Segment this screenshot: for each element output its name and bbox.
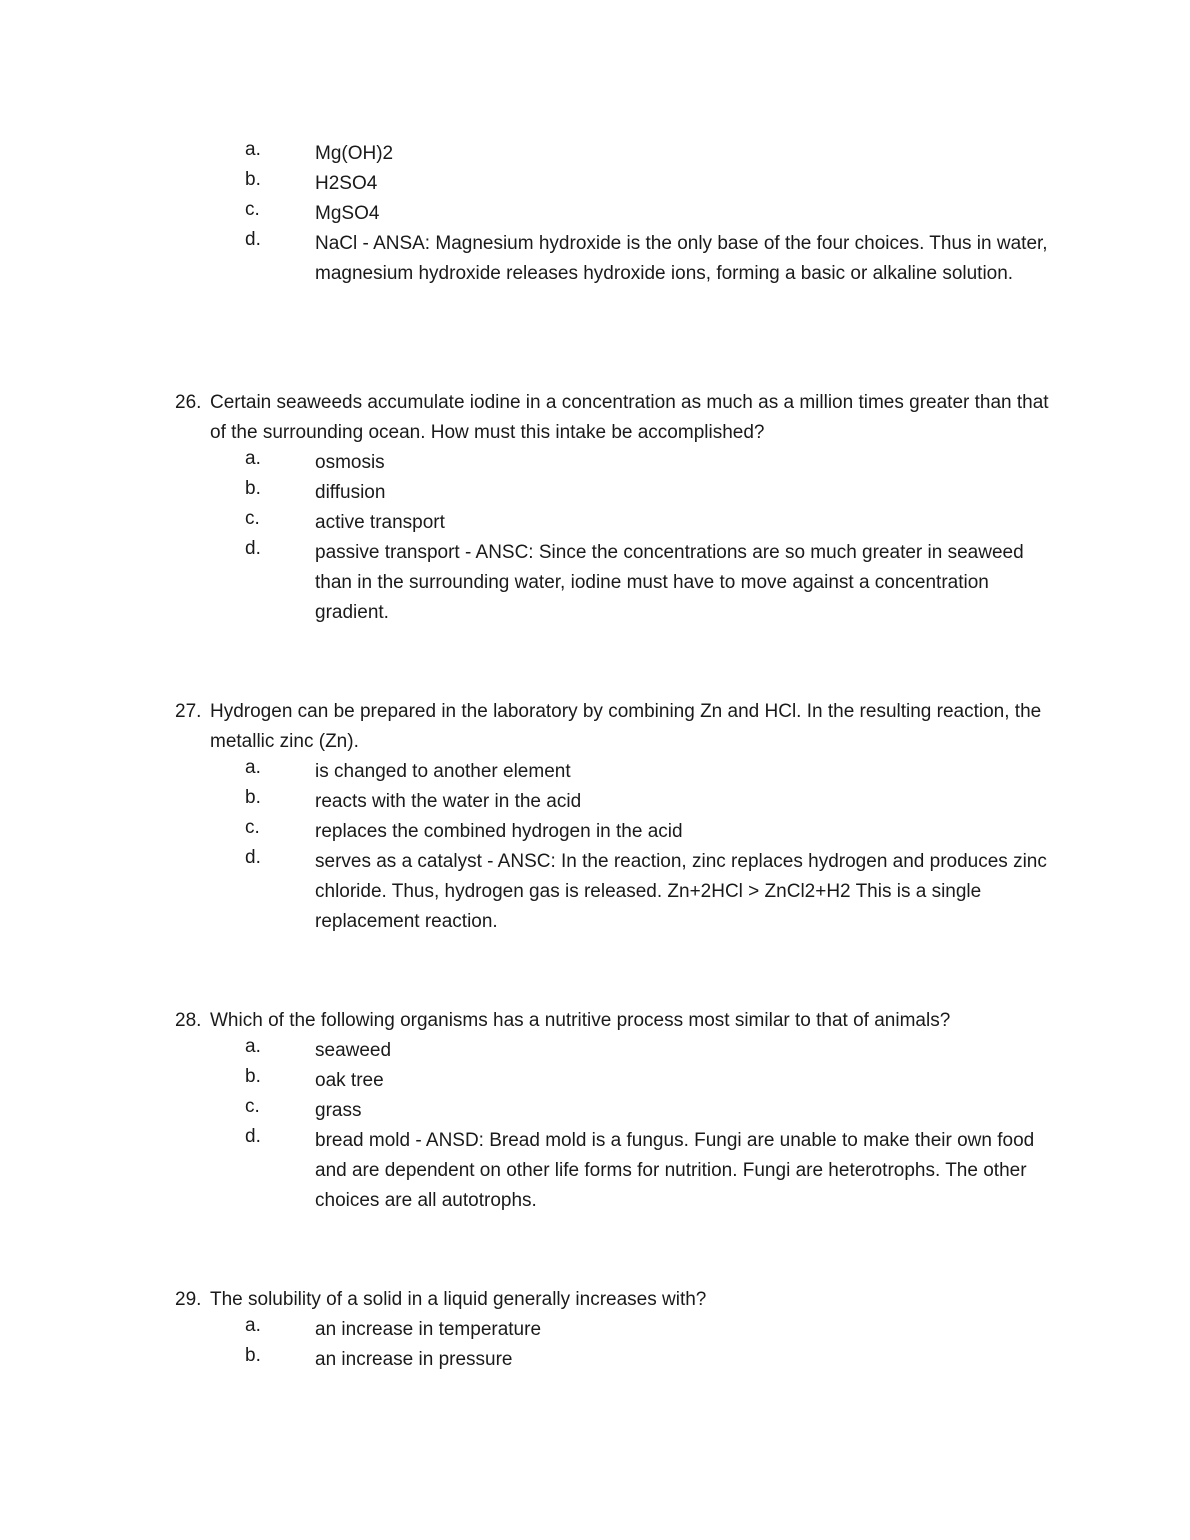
option-letter: c. xyxy=(245,199,260,220)
question-stem xyxy=(0,1285,1190,1315)
option-letter: a. xyxy=(245,448,261,469)
option-a xyxy=(0,139,1190,169)
option-text: passive transport - ANSC: Since the concentrations are so much greater in seaweed than in the surrounding water, iodine must have to move against a concentration gradient. xyxy=(315,542,1024,623)
option-text: oak tree xyxy=(315,1070,384,1091)
question-stem xyxy=(0,697,1190,757)
option-letter: d. xyxy=(245,1126,261,1147)
question-number: 29. xyxy=(175,1289,202,1310)
prev-question-options xyxy=(0,139,1190,289)
option-d xyxy=(0,1126,1190,1216)
option-text: seaweed xyxy=(315,1040,392,1061)
question-28 xyxy=(0,1006,1190,1216)
option-text: active transport xyxy=(315,512,445,533)
question-number: 28. xyxy=(175,1010,202,1031)
option-text: diffusion xyxy=(315,482,386,503)
option-c xyxy=(0,199,1190,229)
question-29 xyxy=(0,1285,1190,1375)
option-text: reacts with the water in the acid xyxy=(315,791,582,812)
question-number: 27. xyxy=(175,701,202,722)
option-text: Mg(OH)2 xyxy=(315,143,394,164)
option-c xyxy=(0,508,1190,538)
option-letter: d. xyxy=(245,229,261,250)
option-text: NaCl - ANSA: Magnesium hydroxide is the only base of the four choices. Thus in water, magnesium hydroxide releases hydroxide ions, forming a basic or alkaline solution. xyxy=(315,233,1048,284)
option-letter: b. xyxy=(245,787,261,808)
option-a xyxy=(0,757,1190,787)
option-letter: b. xyxy=(245,1066,261,1087)
option-c xyxy=(0,1096,1190,1126)
question-text: Which of the following organisms has a nutritive process most similar to that of animals? xyxy=(210,1010,951,1031)
question-26 xyxy=(0,388,1190,628)
option-b xyxy=(0,787,1190,817)
option-b xyxy=(0,478,1190,508)
option-letter: c. xyxy=(245,1096,260,1117)
option-letter: b. xyxy=(245,1345,261,1366)
option-b xyxy=(0,1066,1190,1096)
option-text: grass xyxy=(315,1100,362,1121)
question-text: Hydrogen can be prepared in the laboratory by combining Zn and HCl. In the resulting reaction, the metallic zinc (Zn). xyxy=(210,701,1042,752)
option-letter: a. xyxy=(245,139,261,160)
option-b xyxy=(0,169,1190,199)
question-stem xyxy=(0,1006,1190,1036)
option-c xyxy=(0,817,1190,847)
option-a xyxy=(0,1036,1190,1066)
option-letter: a. xyxy=(245,1036,261,1057)
option-text: an increase in pressure xyxy=(315,1349,513,1370)
option-d xyxy=(0,229,1190,289)
option-text: is changed to another element xyxy=(315,761,571,782)
option-text: an increase in temperature xyxy=(315,1319,542,1340)
option-a xyxy=(0,1315,1190,1345)
option-d xyxy=(0,538,1190,628)
option-letter: a. xyxy=(245,757,261,778)
option-letter: c. xyxy=(245,817,260,838)
option-d xyxy=(0,847,1190,937)
question-text: Certain seaweeds accumulate iodine in a concentration as much as a million times greater than that of the surrounding ocean. How must this intake be accomplished? xyxy=(210,392,1049,443)
option-letter: d. xyxy=(245,538,261,559)
option-b xyxy=(0,1345,1190,1375)
question-text: The solubility of a solid in a liquid generally increases with? xyxy=(210,1289,707,1310)
option-text: replaces the combined hydrogen in the acid xyxy=(315,821,683,842)
option-text: serves as a catalyst - ANSC: In the reaction, zinc replaces hydrogen and produces zinc chloride. Thus, hydrogen gas is released. Zn+2HCl > ZnCl2+H2 This is a single replacement reaction. xyxy=(315,851,1047,932)
question-stem xyxy=(0,388,1190,448)
option-text: H2SO4 xyxy=(315,173,378,194)
option-a xyxy=(0,448,1190,478)
option-letter: a. xyxy=(245,1315,261,1336)
option-text: osmosis xyxy=(315,452,385,473)
option-letter: c. xyxy=(245,508,260,529)
option-letter: d. xyxy=(245,847,261,868)
option-letter: b. xyxy=(245,169,261,190)
option-text: bread mold - ANSD: Bread mold is a fungus. Fungi are unable to make their own food and are dependent on other life forms for nutrition. Fungi are heterotrophs. The other choices are all autotrophs. xyxy=(315,1130,1035,1211)
option-letter: b. xyxy=(245,478,261,499)
question-number: 26. xyxy=(175,392,202,413)
question-27 xyxy=(0,697,1190,937)
option-text: MgSO4 xyxy=(315,203,380,224)
